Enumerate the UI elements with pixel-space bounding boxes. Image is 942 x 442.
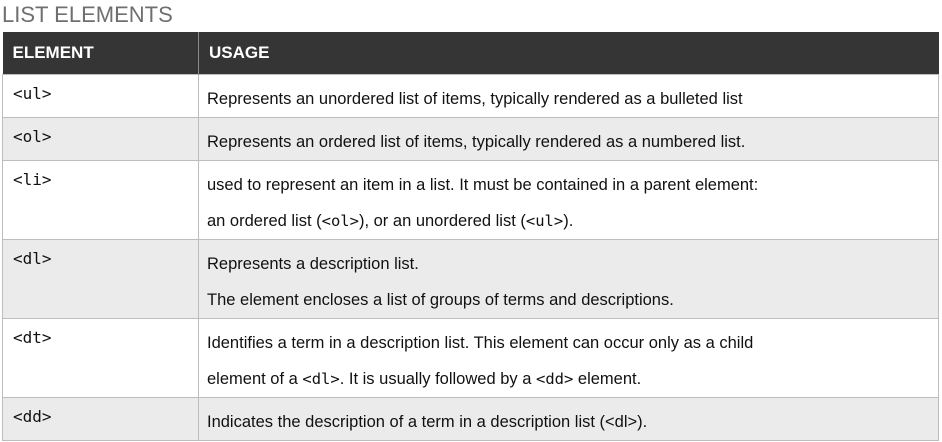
usage-text: Represents an unordered list of items, typically rendered as a bulleted list bbox=[207, 89, 743, 108]
usage-text: Identifies a term in a description list. This element can occur only as a child bbox=[207, 333, 754, 352]
element-code: <dt> bbox=[13, 327, 52, 347]
element-code: <dl> bbox=[13, 248, 52, 268]
element-cell bbox=[3, 160, 199, 239]
element-code: <ul> bbox=[13, 83, 52, 103]
table-row bbox=[3, 397, 939, 440]
table-row bbox=[3, 318, 939, 397]
element-code: <dd> bbox=[13, 406, 52, 426]
inline-code: <dl> bbox=[302, 369, 340, 388]
usage-cell bbox=[199, 160, 939, 239]
element-cell bbox=[3, 239, 199, 318]
table-row bbox=[3, 74, 939, 117]
inline-code: <ul> bbox=[525, 211, 564, 230]
usage-text-line2: The element encloses a list of groups of terms and descriptions. bbox=[207, 290, 674, 309]
header-usage: USAGE bbox=[199, 32, 939, 74]
usage-cell bbox=[199, 397, 939, 440]
usage-text: Represents an ordered list of items, typically rendered as a numbered list. bbox=[207, 132, 746, 151]
inline-code: <ol> bbox=[321, 211, 359, 230]
usage-text-line2: element of a <dl>. It is usually followed by a <dd> element. bbox=[207, 369, 642, 388]
page-title: LIST ELEMENTS bbox=[2, 2, 173, 27]
usage-text-line2: an ordered list (<ol>), or an unordered list (<ul>). bbox=[207, 211, 574, 230]
element-code: <ol> bbox=[13, 126, 52, 146]
table-header-row bbox=[3, 32, 939, 74]
element-cell bbox=[3, 74, 199, 117]
usage-text: used to represent an item in a list. It must be contained in a parent element: bbox=[207, 175, 759, 194]
element-cell bbox=[3, 117, 199, 160]
usage-cell bbox=[199, 117, 939, 160]
usage-cell bbox=[199, 239, 939, 318]
usage-cell bbox=[199, 318, 939, 397]
header-element: ELEMENT bbox=[3, 32, 199, 74]
table-row bbox=[3, 239, 939, 318]
usage-cell bbox=[199, 74, 939, 117]
list-elements-table bbox=[2, 32, 939, 441]
table-row bbox=[3, 160, 939, 239]
element-cell bbox=[3, 318, 199, 397]
usage-text: Indicates the description of a term in a description list (<dl>). bbox=[207, 412, 648, 431]
inline-code: <dd> bbox=[535, 369, 574, 388]
element-code: <li> bbox=[13, 169, 52, 189]
element-cell bbox=[3, 397, 199, 440]
usage-text: Represents a description list. bbox=[207, 254, 419, 273]
table-row bbox=[3, 117, 939, 160]
